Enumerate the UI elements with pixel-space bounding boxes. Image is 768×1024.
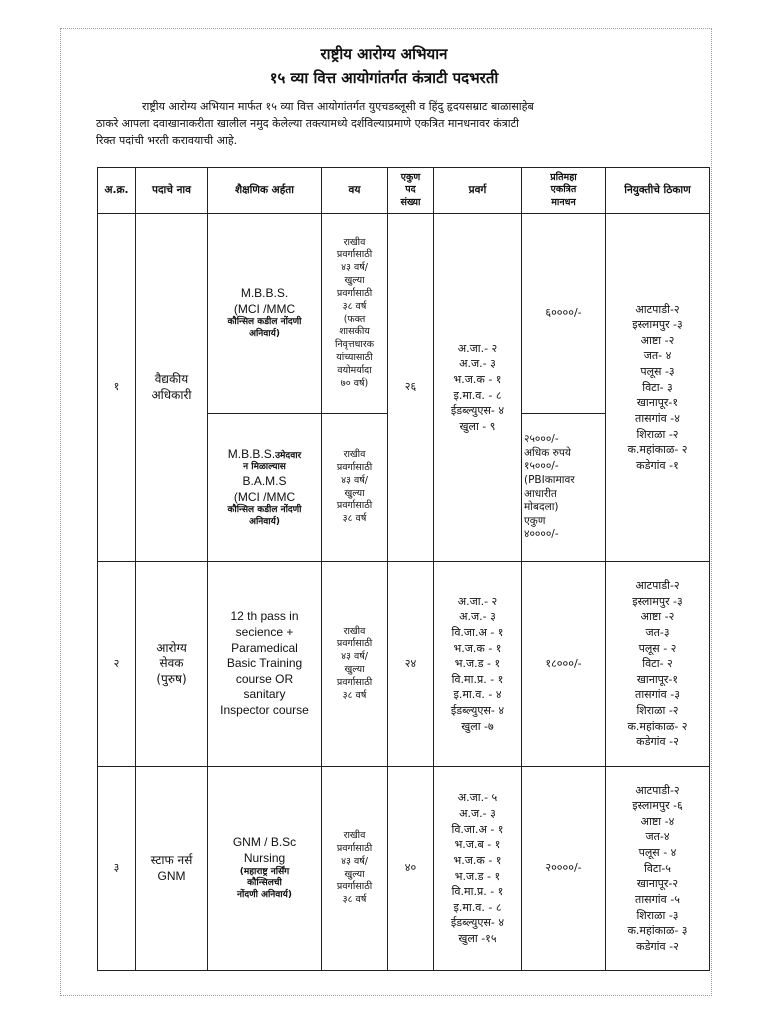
row2-age: राखीव प्रवर्गासाठी ४३ वर्ष/ खुल्या प्रवर्गासाठी ३८ वर्ष <box>322 562 388 767</box>
row2-sr: २ <box>98 562 136 767</box>
row3-sr: ३ <box>98 767 136 971</box>
header-pay: प्रतिमहा एकत्रित मानधन <box>522 168 606 214</box>
row3-category: अ.जा.- ५ अ.ज.- ३ वि.जा.अ - १ भ.ज.ब - १ भ.ज.क - १ भ.ज.ड - १ वि.मा.प्र. - १ इ.मा.व. - ८ ईडब्ल्युएस- ४ खुला -१५ <box>434 767 522 971</box>
recruitment-table <box>97 167 710 971</box>
row1-category: अ.जा.- २ अ.ज.- ३ भ.ज.क - १ इ.मा.व. - ८ ईडब्ल्युएस- ४ खुला - ९ <box>434 214 522 562</box>
intro-line-3: रिक्त पदांची भरती करावयाची आहे. <box>96 134 238 147</box>
row2-count: २४ <box>388 562 434 767</box>
row1-count: २६ <box>388 214 434 562</box>
header-count: एकुण पद संख्या <box>388 168 434 214</box>
row3-pay: २००००/- <box>522 767 606 971</box>
row3-post: स्टाफ नर्स GNM <box>136 767 208 971</box>
table-header-row <box>98 168 710 214</box>
row1-post: वैद्यकीय अधिकारी <box>136 214 208 562</box>
row2-category: अ.जा.- २ अ.ज.- ३ वि.जा.अ - १ भ.ज.क - १ भ.ज.ड - १ वि.मा.प्र. - १ इ.मा.व. - ४ ईडब्ल्युएस- ४ खुला -७ <box>434 562 522 767</box>
row1-pay-b: २५०००/- अधिक रुपये १५०००/- (PBIकामावर आधारीत मोबदला) एकुण ४००००/- <box>522 414 606 562</box>
intro-line-2: ठाकरे आपला दवाखानाकरीता खालील नमुद केलेल्या तक्त्यामध्ये दर्शविल्याप्रमाणे एकत्रित मानधनावर कंत्राटी <box>96 117 519 130</box>
intro-line-1: राष्ट्रीय आरोग्य अभियान मार्फत १५ व्या वित्त आयोगांतर्गत युएचडब्लूसी व हिंदु हृदयसम्राट बाळासाहेब <box>142 100 534 113</box>
row3-qualification: GNM / B.Sc Nursing (महाराष्ट्र नर्सिंग कौन्सिलची नोंदणी अनिवार्य) <box>208 767 322 971</box>
row1-pay-a: ६००००/- <box>522 214 606 414</box>
row3-age: राखीव प्रवर्गासाठी ४३ वर्ष/ खुल्या प्रवर्गासाठी ३८ वर्ष <box>322 767 388 971</box>
row3-places: आटपाडी-२ इस्लामपुर -६ आष्टा -४ जत-४ पलूस - ४ विटा-५ खानापूर-२ तासगांव -५ शिराळा -३ क.महांकाळ- ३ कडेगांव -२ <box>606 767 710 971</box>
header-category: प्रवर्ग <box>434 168 522 214</box>
row3-count: ४० <box>388 767 434 971</box>
row2-places: आटपाडी-२ इस्लामपुर -३ आष्टा -२ जत-३ पलूस - २ विटा- २ खानापूर-१ तासगांव -३ शिराळा -२ क.महांकाळ- २ कडेगांव -२ <box>606 562 710 767</box>
row1-age-a: राखीव प्रवर्गासाठी ४३ वर्ष/ खुल्या प्रवर्गासाठी ३८ वर्ष (फक्त शासकीय निवृत्तधारक यांच्यासाठी वयोमर्यादा ७० वर्ष) <box>322 214 388 414</box>
table-row <box>98 767 710 971</box>
header-sr: अ.क्र. <box>98 168 136 214</box>
header-place: नियुक्तीचे ठिकाण <box>606 168 710 214</box>
intro-paragraph <box>96 98 706 149</box>
page-title: राष्ट्रीय आरोग्य अभियान <box>320 45 448 63</box>
row1-places: आटपाडी-२ इस्लामपुर -३ आष्टा -२ जत- ४ पलूस -३ विटा- ३ खानापूर-१ तासगांव -४ शिराळा -२ क.महांकाळ- २ कडेगांव -१ <box>606 214 710 562</box>
row2-pay: १८०००/- <box>522 562 606 767</box>
table-row <box>98 214 710 414</box>
row1-sr: १ <box>98 214 136 562</box>
table-row <box>98 562 710 767</box>
row1-qualification-b: M.B.B.S.उमेदवार न मिळाल्यास B.A.M.S (MCI /MMC कौन्सिल कडील नोंदणी अनिवार्य) <box>208 414 322 562</box>
row2-qualification: 12 th pass in secience + Paramedical Basic Training course OR sanitary Inspector course <box>208 562 322 767</box>
header-qualification: शैक्षणिक अर्हता <box>208 168 322 214</box>
row2-post: आरोग्य सेवक (पुरुष) <box>136 562 208 767</box>
row1-qualification-a: M.B.B.S. (MCI /MMC कौन्सिल कडील नोंदणी अनिवार्य) <box>208 214 322 414</box>
page-subtitle: १५ व्या वित्त आयोगांतर्गत कंत्राटी पदभरती <box>269 69 499 87</box>
header-age: वय <box>322 168 388 214</box>
row1-age-b: राखीव प्रवर्गासाठी ४३ वर्ष/ खुल्या प्रवर्गासाठी ३८ वर्ष <box>322 414 388 562</box>
header-post: पदाचे नाव <box>136 168 208 214</box>
